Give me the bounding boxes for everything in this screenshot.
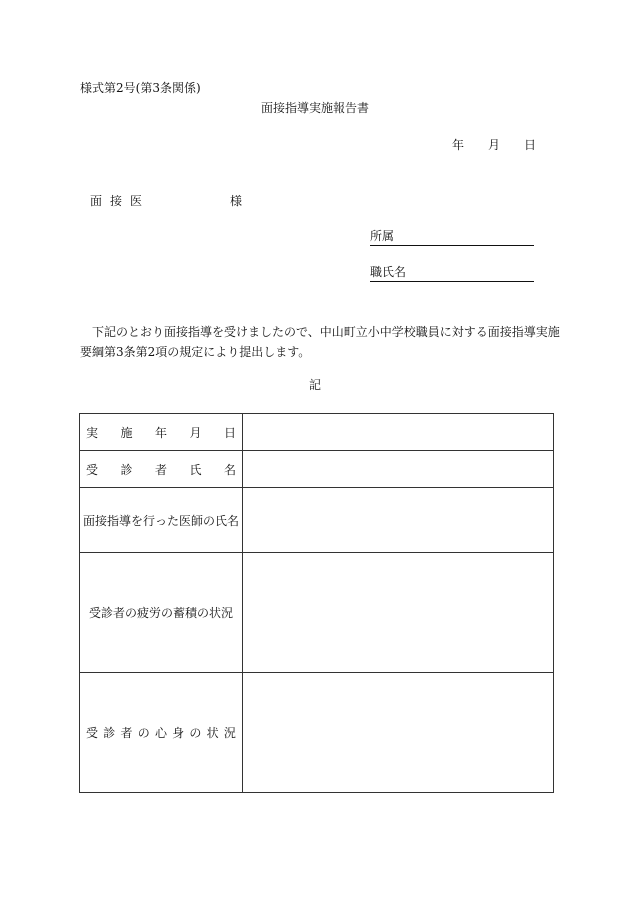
date-line	[452, 137, 536, 153]
label-fatigue-status: 受診者の疲労の蓄積の状況	[80, 553, 243, 673]
name-title-label: 職氏名	[370, 265, 407, 279]
addressee-role-char: 医	[130, 194, 143, 208]
date-year-label: 年	[452, 138, 465, 152]
document-title: 面接指導実施報告書	[260, 101, 369, 115]
body-text: 下記のとおり面接指導を受けましたので、中山町立小中学校職員に対する面接指導実施要綱第3条第2項の規定により提出します。	[80, 325, 560, 359]
addressee-role-char: 接	[110, 194, 123, 208]
addressee-honorific: 様	[230, 194, 243, 208]
table-row	[80, 451, 554, 488]
table-row	[80, 553, 554, 673]
value-implementation-date[interactable]	[243, 414, 554, 451]
addressee	[90, 193, 242, 209]
affiliation-label: 所属	[370, 229, 395, 243]
label-physician-name: 面接指導を行った医師の氏名	[80, 488, 243, 553]
value-examinee-name[interactable]	[243, 451, 554, 488]
table-row	[80, 414, 554, 451]
label-implementation-date: 実 施 年 月 日	[80, 414, 243, 451]
date-day-label: 日	[524, 138, 537, 152]
affiliation-field[interactable]	[370, 228, 534, 246]
body-paragraph	[80, 322, 560, 362]
value-physician-name[interactable]	[243, 488, 554, 553]
label-examinee-name: 受 診 者 氏 名	[80, 451, 243, 488]
date-month-label: 月	[488, 138, 501, 152]
label-mind-body-status: 受 診 者 の 心 身 の 状 況	[80, 673, 243, 793]
form-number: 様式第2号(第3条関係)	[80, 81, 201, 95]
value-mind-body-status[interactable]	[243, 673, 554, 793]
report-table	[79, 413, 554, 793]
name-title-field[interactable]	[370, 264, 534, 282]
table-row	[80, 488, 554, 553]
ki-heading: 記	[308, 378, 321, 392]
addressee-role-char: 面	[90, 194, 103, 208]
table-row	[80, 673, 554, 793]
value-fatigue-status[interactable]	[243, 553, 554, 673]
